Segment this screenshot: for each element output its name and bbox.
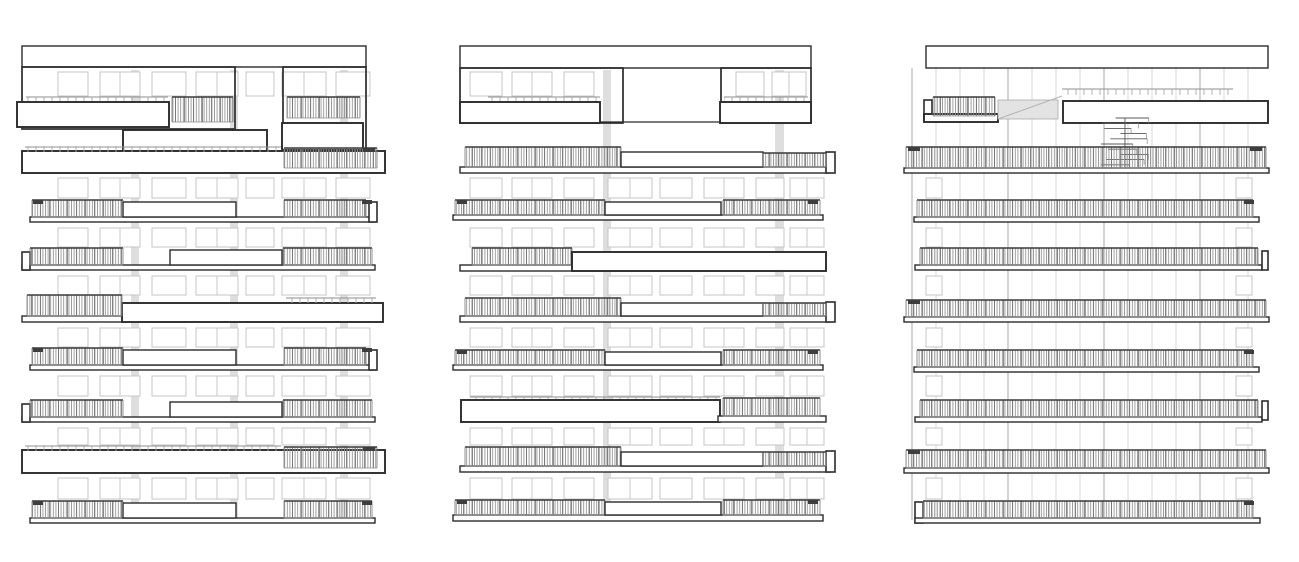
window-row [926,428,1252,445]
railing-hatch-dark [763,153,826,167]
railing-hatch-dark [32,348,123,365]
balcony-railing [284,348,366,365]
floor-slab [605,352,721,365]
building-elevation-left [17,46,385,523]
railing-hatch-dark [455,200,605,215]
slab-step [369,202,377,222]
window [564,328,594,347]
balcony-parapet [1063,101,1268,123]
window-row [926,328,1252,347]
posts-hatch [25,446,281,451]
railing-hatch-dark [465,447,621,466]
floor-slab [460,46,811,68]
window [926,276,942,295]
window-row [470,328,824,347]
floor-slab [460,466,830,472]
floor-slab [460,316,830,322]
railing-hatch-dark [465,298,621,316]
balcony-railing [923,501,1253,518]
railing-end-post [362,348,372,352]
railing-end-post [457,350,467,354]
window [246,328,274,347]
railing-posts [25,147,281,152]
floor-slab [123,503,236,518]
railing-end-post [362,501,372,505]
window [564,178,594,198]
railing-hatch-dark [763,452,826,466]
window-row [58,376,370,396]
window [246,428,274,445]
window [756,328,784,347]
railing-hatch-dark [917,200,1253,217]
window [756,428,784,445]
balcony-railing [763,452,826,466]
floor-slab [30,518,375,523]
railing-hatch-dark [906,147,1266,168]
window [58,72,88,96]
window [470,228,502,247]
window [470,72,502,96]
slab-step [826,302,835,322]
window [564,478,594,499]
railing-end-post [33,348,43,352]
balcony-parapet [460,102,600,123]
window [246,478,274,499]
balcony-railing [172,97,233,122]
window [152,428,186,445]
balcony-parapet [282,123,363,150]
window-row [58,478,370,499]
building-elevation-right [904,46,1269,523]
railing-end-post [1244,350,1254,354]
window [660,428,692,445]
window [660,328,692,347]
window [246,276,274,295]
drawing-root [17,46,1269,523]
railing-posts [286,298,376,303]
window [336,178,370,198]
railing-end-post [363,148,375,152]
floor-slab [170,402,282,417]
window-row [926,478,1252,499]
railing-end-post [908,147,920,151]
railing-hatch-dark [284,200,366,217]
railing-hatch-dark [27,295,122,316]
window [470,428,502,445]
window [152,328,186,347]
balcony-railing [30,400,123,417]
window-row [58,178,370,198]
railing-hatch-dark [284,501,372,518]
window [58,276,88,295]
balcony-railing [472,248,572,265]
railing-hatch-dark [906,300,1266,317]
railing-hatch-dark [283,248,372,265]
floor-slab [914,367,1259,372]
balcony-railing [933,97,995,116]
railing-posts [25,446,281,451]
railing-end-post [908,300,920,304]
railing-end-post [908,450,920,454]
balcony-railing [455,500,605,515]
window [1236,178,1252,198]
window-row [58,428,370,445]
balcony-railing [906,450,1266,468]
railing-hatch-dark [920,400,1258,417]
floor-slab [22,265,375,270]
railing-hatch-dark [906,450,1266,468]
floor-slab [170,250,282,265]
floor-slab [915,265,1262,270]
railing-end-post [457,200,467,204]
railing-end-post [1244,501,1254,505]
window [336,376,370,396]
railing-hatch-dark [32,200,123,217]
window-row [58,328,370,347]
window [926,228,942,247]
window [470,178,502,198]
window [336,428,370,445]
railing-hatch-dark [723,398,820,416]
slab-step [1262,401,1268,420]
window-row [470,376,824,396]
floor-slab [30,217,375,222]
balcony-railing [465,298,621,316]
balcony-railing [906,300,1266,317]
window [58,428,88,445]
window [246,228,274,247]
slab-step [22,404,30,422]
window [1236,276,1252,295]
floor-slab [904,468,1269,473]
floor-slab [453,515,823,521]
window [756,276,784,295]
floor-slab [915,417,1262,422]
balcony-railing [723,200,820,215]
window [660,178,692,198]
floor-slab [605,202,721,215]
railing-end-post [33,501,43,505]
window [926,178,942,198]
window [564,72,594,96]
railing-hatch-dark [723,200,820,215]
floor-slab [915,518,1260,523]
railing-end-post [808,200,818,204]
railing-hatch-dark [723,500,820,515]
railing-end-post [1244,200,1254,204]
floor-slab [123,202,236,217]
window [152,72,186,96]
floor-slab [904,168,1269,173]
window [336,478,370,499]
railing-hatch-dark [30,400,123,417]
window [564,276,594,295]
balcony-railing [284,501,372,518]
balcony-railing [906,147,1266,168]
posts-hatch [286,298,376,303]
railing-hatch-dark [472,248,572,265]
floor-slab [621,152,763,167]
building-elevation-center [453,46,835,521]
window-row [926,228,1252,247]
window [564,228,594,247]
balcony-parapet [720,102,811,123]
floor-slab [30,365,375,370]
railing-end-post [363,447,375,451]
balcony-railing [723,500,820,515]
window [336,228,370,247]
window [756,376,784,396]
balcony-railing [723,350,820,365]
window [1236,228,1252,247]
window [564,428,594,445]
railing-hatch-dark [30,248,123,265]
window-row [926,178,1252,198]
railing-hatch-dark [763,303,826,316]
railing-hatch-dark [455,500,605,515]
balcony-railing [920,248,1258,265]
window [470,478,502,499]
slab-step [22,252,30,270]
railing-hatch-dark [933,97,995,116]
window-row [926,376,1252,396]
floor-slab [605,502,721,515]
railing-hatch-dark [283,400,372,417]
railing-end-post [1250,147,1262,151]
railing-end-post [808,350,818,354]
window [58,328,88,347]
window [926,478,942,499]
window [470,276,502,295]
window [470,376,502,396]
balcony-railing [723,398,820,416]
balcony-parapet [17,102,169,127]
window-row [470,428,824,445]
window [736,72,764,96]
railing-end-post [457,500,467,504]
floor-slab [926,46,1268,68]
railing-hatch-dark [465,147,621,167]
window [58,478,88,499]
balcony-railing [27,295,122,316]
railing-end-post [33,200,43,204]
balcony-parapet [461,400,720,422]
railing-end-post [362,200,372,204]
posts-hatch [1062,89,1233,95]
railing-posts [1062,89,1233,95]
balcony-railing [917,350,1253,367]
balcony-railing [32,348,123,365]
window-row [470,228,824,247]
window [660,376,692,396]
floor-slab [22,316,123,322]
window [470,328,502,347]
slab-step [369,350,377,370]
floor-slab [453,215,823,220]
window [152,276,186,295]
balcony-parapet [122,303,383,322]
window [1236,428,1252,445]
balcony-parapet [572,252,826,271]
window [926,328,942,347]
window [756,478,784,499]
window [660,228,692,247]
floor-slab [718,416,826,422]
window-row [470,478,824,499]
window-row [926,276,1252,295]
railing-hatch-dark [284,348,366,365]
window [756,228,784,247]
window [58,178,88,198]
balcony-railing [287,97,360,118]
slab-step [826,152,835,173]
window [152,228,186,247]
railing-hatch-dark [287,97,360,118]
window [246,72,274,96]
window [660,276,692,295]
railing-hatch-dark [32,501,123,518]
window [58,228,88,247]
balcony-railing [30,248,123,265]
railing-hatch-dark [172,97,233,122]
balcony-railing [917,200,1253,217]
balcony-railing [763,303,826,316]
window [1236,478,1252,499]
floor-slab [621,452,763,466]
balcony-railing [465,147,621,167]
window [152,178,186,198]
window [336,72,370,96]
slab-step [1262,251,1268,270]
window-row [470,72,806,96]
balcony-railing [455,350,605,365]
window [660,478,692,499]
balcony-railing [763,153,826,167]
balcony-railing [32,501,123,518]
floor-slab [22,417,375,422]
window [1236,328,1252,347]
railing-hatch-dark [923,501,1253,518]
window [246,178,274,198]
balcony-railing [465,447,621,466]
window [336,276,370,295]
floor-slab [453,365,823,370]
floor-slab [904,317,1269,322]
balcony-railing [455,200,605,215]
window-row [58,276,370,295]
railing-hatch-dark [920,248,1258,265]
posts-hatch [25,147,281,152]
railing-hatch-dark [723,350,820,365]
window-row [58,72,370,96]
floor-slab [123,350,236,365]
window [926,376,942,396]
window-row [470,178,824,198]
window [336,328,370,347]
window [246,376,274,396]
balcony-railing [32,200,123,217]
window [152,376,186,396]
floor-slab [621,303,763,316]
window [756,178,784,198]
balcony-railing [920,400,1258,417]
window [1236,376,1252,396]
floor-slab [460,265,574,271]
window-row [470,276,824,295]
window [58,376,88,396]
floor-slab [460,167,830,173]
railing-hatch-dark [917,350,1253,367]
railing-hatch-dark [455,350,605,365]
floor-slab [22,46,366,67]
slab-step [826,451,835,472]
window-row [58,228,370,247]
balcony-railing [284,200,366,217]
balcony-railing [283,400,372,417]
railing-end-post [808,500,818,504]
window [564,376,594,396]
window [152,478,186,499]
floor-slab [914,217,1259,222]
balcony-railing [283,248,372,265]
window [926,428,942,445]
